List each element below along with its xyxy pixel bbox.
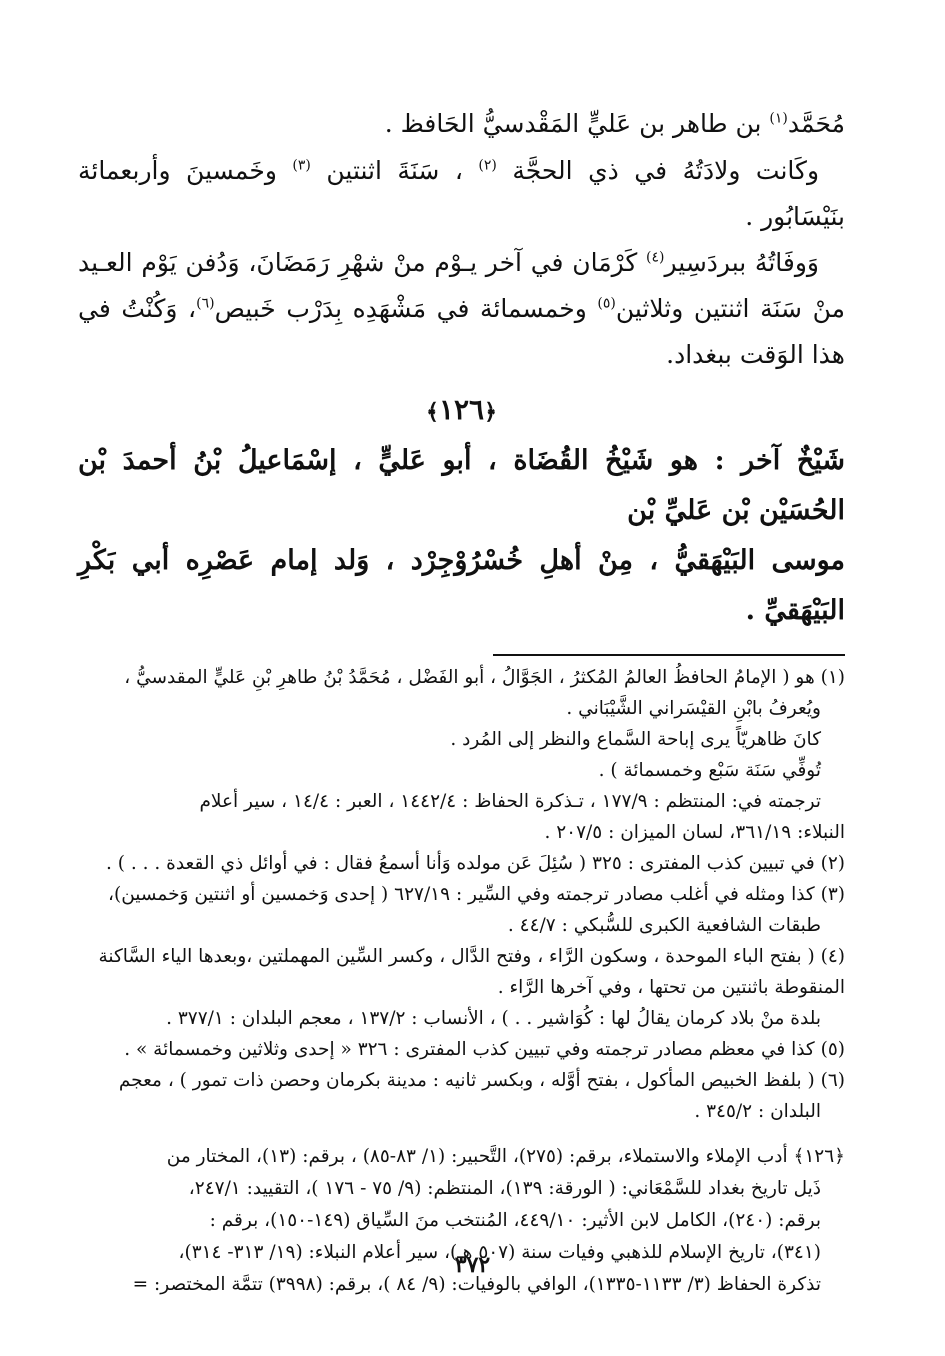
footnote-line: (٢) في تبيين كذب المفترى : ٣٢٥ ( سُئِلَ عَن مولده وَأنا أسمعُ فقال : في أوائل ذي القعدة . . . ) . [105,853,845,874]
footnote-ref-3[interactable]: (٣) [292,157,311,174]
footnote-line: (٤) ( بفتح الباء الموحدة ، وسكون الرَّاء ، وفتح الدَّال ، وكسر السِّين المهملتين ،وبعدها الياء السَّاكنة [98,946,845,967]
main-line-1-text-b: بن طاهر بن عَليٍّ المَقْدسيُّ الحَافظ . [384,109,770,138]
main-line-2-text-c: وخَمسينَ وأربعمائة بنَيْسَابُور . [78,156,845,231]
footnote-ref-4[interactable]: (٤) [646,249,665,266]
main-line-2 [78,148,845,240]
footnote-1 [78,662,845,848]
main-para-3-text-c: وخمسمائة في مَشْهَدِه بِدَرْب خَبيص [214,294,598,323]
main-line-1 [78,100,845,148]
footnote-line: ترجمته في: المنتظم : ١٧٧/٩ ، تـذكرة الحفاظ : ١٤٤٢/٤ ، العبر : ١٤/٤ ، سير أعلام [199,791,821,812]
footnote-3 [78,879,845,941]
footnote-line: ويُعرفُ بابْنِ القيْسَراني الشَّيْبَاني . [566,698,821,719]
entry-bracket-right: ﴿ [484,399,497,425]
main-para-3-text-d: ، وَكُنْتُ في هذا الوَقت ببغداد. [78,294,845,369]
sources-line: برقم: (٢٤٠)، الكامل لابن الأثير: ٤٤٩/١٠، المُنتخب منَ السِّياق (١٤٩-١٥٠)، برقم : [209,1210,821,1231]
footnote-separator [493,654,845,656]
page-content [78,100,845,1301]
footnote-line: (١) هو ( الإمامُ الحافظُ العالمُ المُكثرُ ، الجَوَّالُ ، أبو الفَضْل ، مُحَمَّدُ بْنُ طاهرِ بْنِ عَليٍّ المقدسيُّ ، [124,667,845,688]
sheikh-line-2: موسى البَيْهَقيُّ ، مِنْ أهلِ خُسْرُوْجِرْد ، وَلد إمام عَصْرِه أبي بَكْرِ البَيْهَقيِّ . [78,545,845,626]
footnote-ref-6[interactable]: (٦) [196,295,215,312]
sources-line: تذكرة الحفاظ (٣/ ١١٣٣-١٣٣٥)، الوافي بالوفيات: (٩/ ٨٤ )، برقم: (٣٩٩٨) تتمَّة المختصر: = [132,1274,821,1295]
footnote-line: البلدان : ٣٤٥/٢ . [694,1101,821,1122]
footnote-6 [78,1065,845,1127]
page-number: ٣٧٢ [454,1252,491,1278]
main-line-2-text-b: ، سَنَةَ اثنتين [310,156,479,185]
footnote-line: بلدة منْ بلاد كرمان يقالُ لها : كُوَاشير . . ) ، الأنساب : ١٣٧/٢ ، معجم البلدان : ٣٧٧/١ . [166,1008,821,1029]
entry-bracket-left: ﴾ [426,399,439,425]
main-para-3-text-a: وَوفَاتُهُ ببردَسِير [664,248,819,277]
footnotes [78,662,845,1127]
footnote-2 [78,848,845,879]
sources-line: ذَيل تاريخ بغداد للسَّمْعَاني: ( الورقة: ١٣٩)، المنتظم: (٩/ ٧٥ - ١٧٦ )، التقييد: ٢٤٧/١، [188,1178,821,1199]
footnote-line: (٣) كذا ومثله في أغلب مصادر ترجمته وفي السِّير : ٦٢٧/١٩ ( إحدى وَخمسين أو اثنتين وَخمسين)، [108,884,845,905]
main-text [78,100,845,378]
footnote-ref-2[interactable]: (٢) [478,157,497,174]
footnote-ref-5[interactable]: (٥) [597,295,616,312]
footnote-line: (٦) ( بلفظ الخبيص المأكول ، بفتح أوَّله ، وبكسر ثانيه : مدينة بكرمان وحصن ذات تمور ) ، معجم [118,1070,845,1091]
main-line-1-text-a: مُحَمَّد [787,109,845,138]
footnote-4 [78,941,845,1034]
main-para-3-text-b: كَرْمَان في آخر يـوْم منْ شهْرِ رَمَضَانَ، وَدُفن يَوْم العـيد منْ سَنَة اثنتين وثلاثين [78,248,845,323]
footnote-line: طبقات الشافعية الكبرى للسُّبكي : ٤٤/٧ . [507,915,821,936]
main-line-2-text-a: وكَانت ولادَتُهُ في ذي الحجَّة [496,156,820,185]
footnote-line: المنقوطة باثنتين من تحتها ، وفي آخرها الرَّاء . [497,977,845,998]
footnote-line: (٥) كذا في معظم مصادر ترجمته وفي تبيين كذب المفترى : ٣٢٦ « إحدى وثلاثين وخمسمائة » . [124,1039,845,1060]
sheikh-line-1: شَيْخٌ آخر : هو شَيْخُ القُضَاة ، أبو عَليٍّ ، إسْمَاعيلُ بْنُ أحمدَ بْن الحُسَيْن بْن عَليِّ بْن [78,445,845,526]
footnote-5 [78,1034,845,1065]
footnote-line: كانَ ظاهريّاً يرى إباحة السَّماع والنظر إلى المُرد . [450,729,821,750]
main-paragraph-3 [78,240,845,378]
entry-number: ١٢٦ [438,393,485,426]
footnote-line: تُوفِّي سَنَة سَبْع وخمسمائة ) . [598,760,821,781]
footnote-ref-1[interactable]: (١) [769,110,788,127]
sheikh-heading [78,436,845,636]
sources-line: ﴿١٢٦﴾ أدب الإملاء والاستملاء، برقم: (٢٧٥)، التَّحبير: (١/ ٨٣-٨٥) ، برقم: (١٣)، المختار من [166,1146,845,1167]
footnote-line: النبلاء: ٣٦١/١٩، لسان الميزان : ٢٠٧/٥ . [544,822,845,843]
entry-number-heading [78,390,845,430]
sources-line: (٣٤١)، تاريخ الإسلام للذهبي وفيات سنة (٥٠٧ هـ)، سير أعلام النبلاء: (١٩/ ٣١٣- ٣١٤)، [178,1242,821,1263]
